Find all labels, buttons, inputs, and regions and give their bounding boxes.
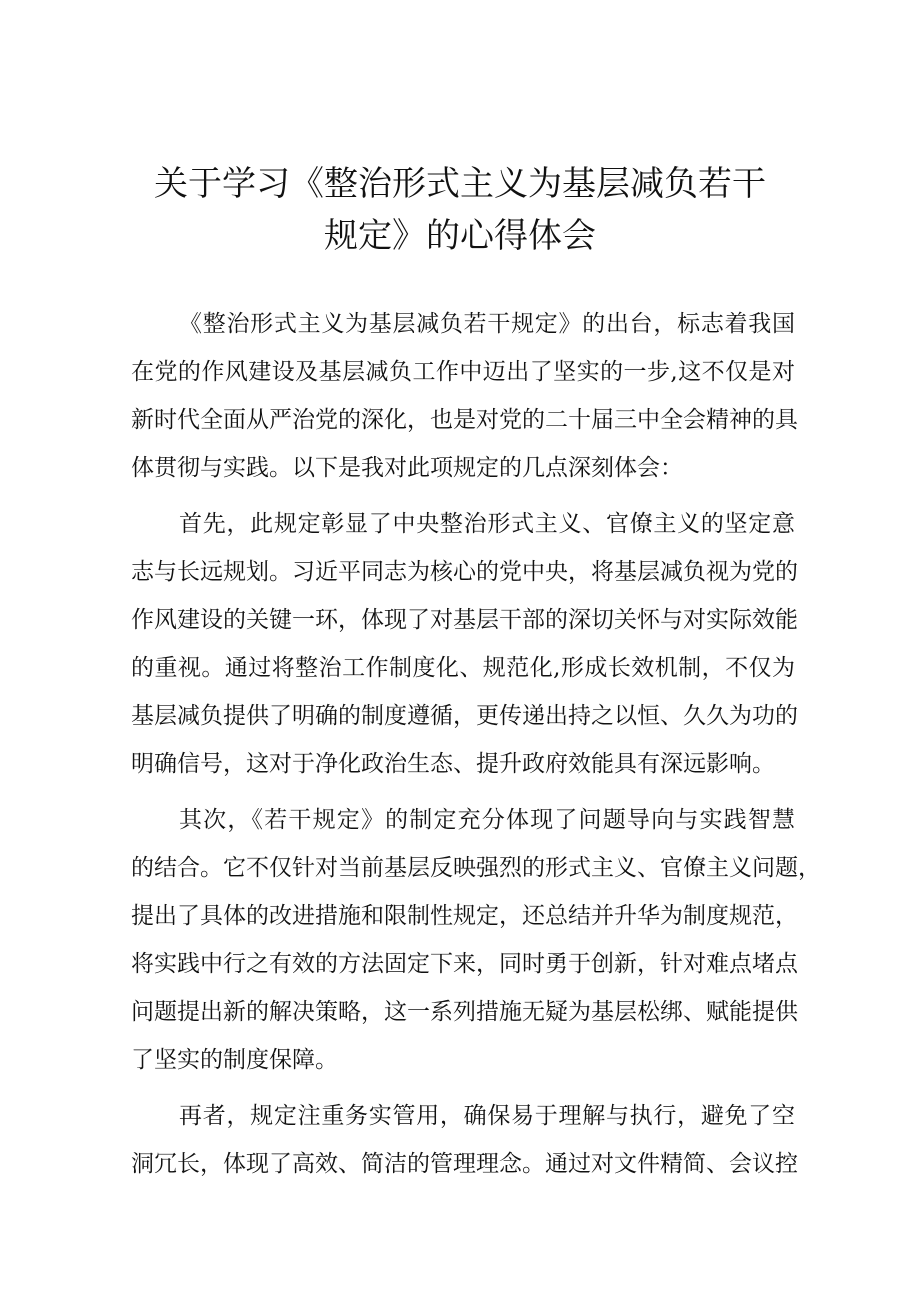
text-line: 作风建设的关键一环，体现了对基层干部的深切关怀与对实际效能 — [131, 607, 798, 633]
text-line: 首先，此规定彰显了中央整治形式主义、官僚主义的坚定意 — [179, 511, 795, 537]
text-line: 再者，规定注重务实管用，确保易于理解与执行，避免了空 — [179, 1103, 795, 1129]
text-line: 《整治形式主义为基层减负若干规定》的出台，标志着我国 — [179, 311, 795, 337]
text-line: 洞冗长，体现了高效、简洁的管理理念。通过对文件精简、会议控 — [131, 1151, 798, 1177]
paragraph-third-point — [131, 1092, 798, 1188]
text-line: 问题提出新的解决策略，这一系列措施无疑为基层松绑、赋能提供 — [131, 999, 798, 1025]
title-line: 关于学习《整治形式主义为基层减负若干 — [154, 164, 766, 204]
paragraph-first-point — [131, 500, 798, 788]
title-line: 规定》的心得体会 — [324, 216, 596, 256]
text-line: 体贯彻与实践。以下是我对此项规定的几点深刻体会： — [131, 455, 683, 481]
text-line: 明确信号，这对于净化政治生态、提升政府效能具有深远影响。 — [131, 751, 775, 777]
text-line: 在党的作风建设及基层减负工作中迈出了坚实的一步,这不仅是对 — [131, 359, 795, 385]
text-line: 了坚实的制度保障。 — [131, 1047, 338, 1073]
paragraph-second-point — [131, 796, 821, 1084]
document-title — [100, 158, 820, 262]
text-line: 将实践中行之有效的方法固定下来，同时勇于创新，针对难点堵点 — [131, 951, 798, 977]
text-line: 基层减负提供了明确的制度遵循，更传递出持之以恒、久久为功的 — [131, 703, 798, 729]
text-line: 的重视。通过将整治工作制度化、规范化,形成长效机制，不仅为 — [131, 655, 795, 681]
text-line: 志与长远规划。习近平同志为核心的党中央，将基层减负视为党的 — [131, 559, 798, 585]
text-line: 其次，《若干规定》的制定充分体现了问题导向与实践智慧 — [179, 807, 795, 833]
document-body — [131, 300, 821, 1196]
text-line: 的结合。它不仅针对当前基层反映强烈的形式主义、官僚主义问题， — [131, 855, 821, 881]
text-line: 新时代全面从严治党的深化，也是对党的二十届三中全会精神的具 — [131, 407, 798, 433]
paragraph-intro — [131, 300, 798, 492]
text-line: 提出了具体的改进措施和限制性规定，还总结并升华为制度规范， — [131, 903, 798, 929]
